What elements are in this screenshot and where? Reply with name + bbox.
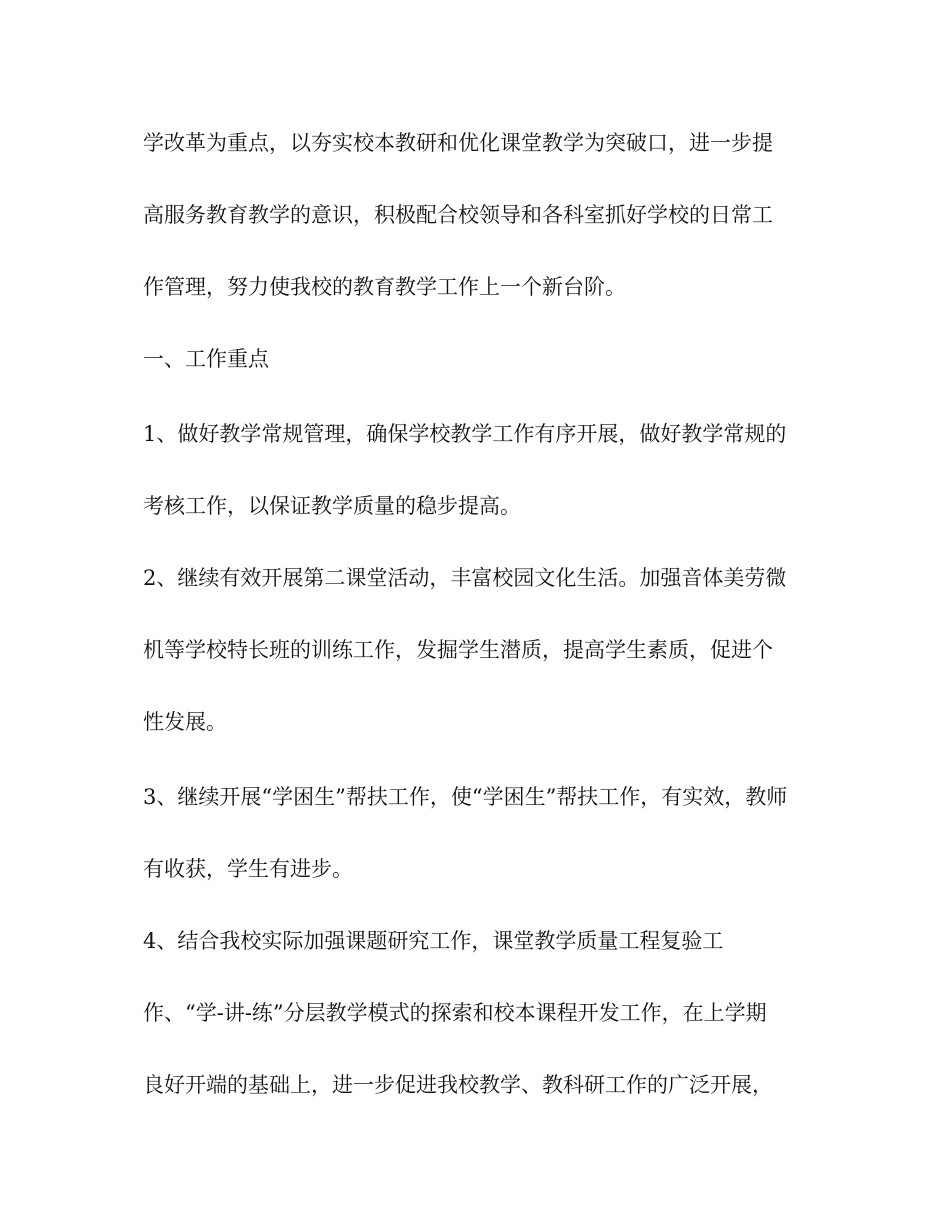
list-item-line: 性发展。 [143, 710, 227, 734]
list-item-line: 考核工作，以保证教学质量的稳步提高。 [143, 494, 521, 518]
paragraph-line: 学改革为重点，以夯实校本教研和优化课堂教学为突破口，进一步提 [143, 131, 773, 155]
list-item-line: 有收获，学生有进步。 [143, 857, 353, 881]
section-heading: 一、工作重点 [143, 347, 269, 371]
list-item-line: 2、继续有效开展第二课堂活动，丰富校园文化生活。加强音体美劳微 [143, 566, 787, 590]
list-item-line: 机等学校特长班的训练工作，发掘学生潜质，提高学生素质，促进个 [143, 638, 773, 662]
list-item-line: 3、继续开展“学困生”帮扶工作，使“学困生”帮扶工作，有实效，教师 [143, 785, 788, 809]
list-item-line: 1、做好教学常规管理，确保学校教学工作有序开展，做好教学常规的 [143, 422, 787, 446]
list-item-line: 4、结合我校实际加强课题研究工作，课堂教学质量工程复验工 [143, 929, 724, 953]
list-item-line: 良好开端的基础上，进一步促进我校教学、教科研工作的广泛开展， [143, 1073, 773, 1097]
list-item-line: 作、“学-讲-练”分层教学模式的探索和校本课程开发工作，在上学期 [143, 1001, 767, 1025]
paragraph-line: 高服务教育教学的意识，积极配合校领导和各科室抓好学校的日常工 [143, 203, 773, 227]
paragraph-line: 作管理，努力使我校的教育教学工作上一个新台阶。 [143, 275, 626, 299]
